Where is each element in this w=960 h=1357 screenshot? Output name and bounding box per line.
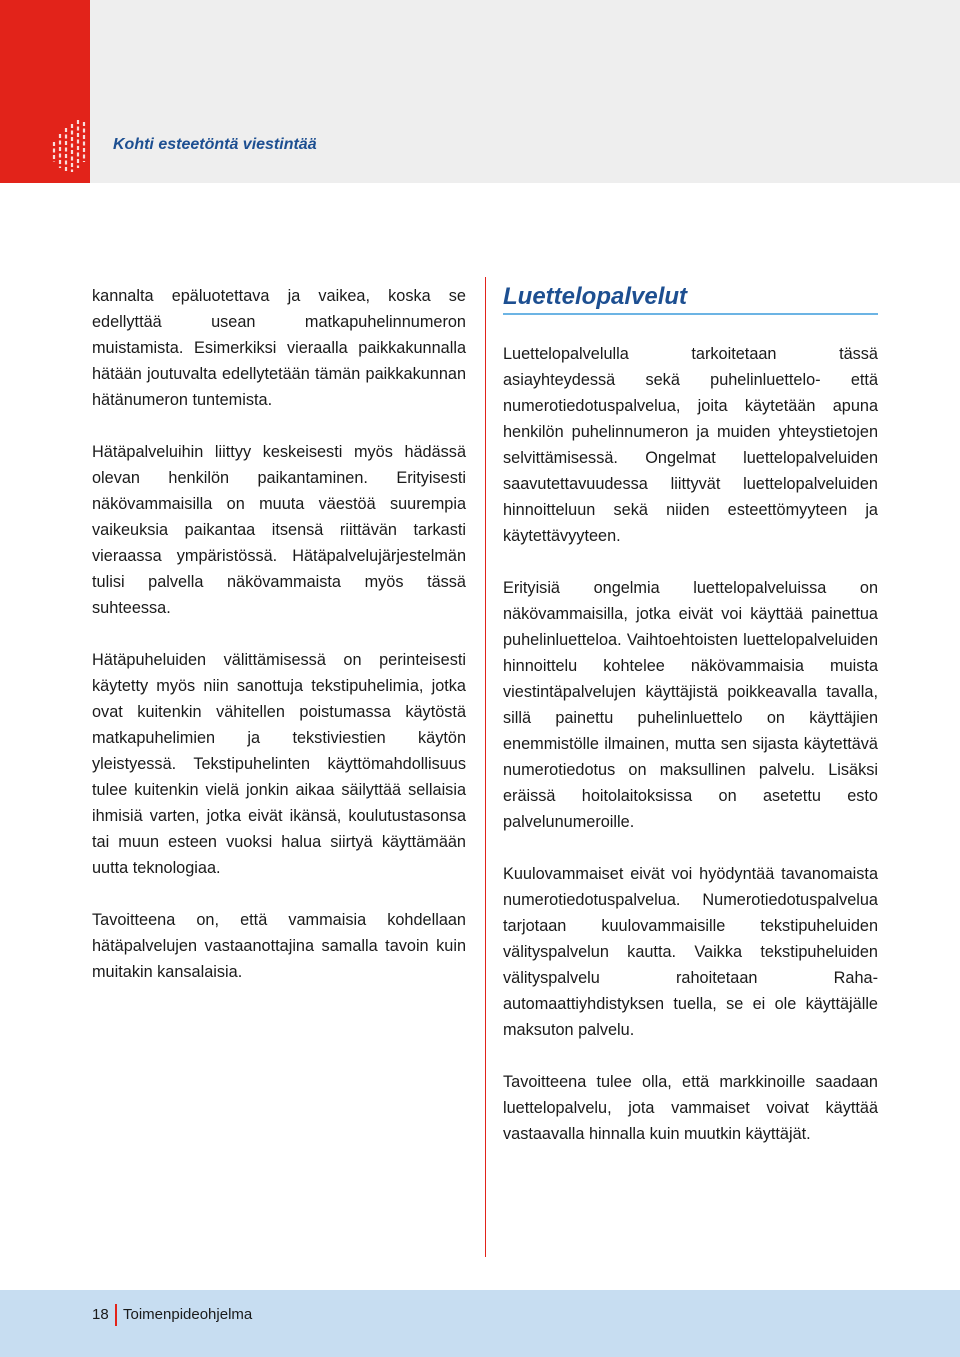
left-paragraph-4: Tavoitteena on, että vammaisia kohdellaan hätäpalvelujen vastaanottajina samalla tavoin kuin muitakin kansalaisia. <box>92 911 466 981</box>
right-paragraph-4: Tavoitteena tulee olla, että markkinoille saadaan luettelopalvelu, jota vammaiset voivat käyttää vastaavalla hinnalla kuin muutkin käyttäjät. <box>503 1073 878 1143</box>
page-number: 18 <box>92 1306 109 1323</box>
right-paragraph-1: Luettelopalvelulla tarkoitetaan tässä asiayhteydessä sekä puhelinluettelo- että numerotiedotuspalvelua, joita käytetään apuna henkilön puhelinnumeron ja muiden yhteystietojen selvittämisessä. Ongelmat luettelopalveluiden saavutettavuudessa liittyvät luettelopalveluiden hinnoitteluun sekä niiden esteettömyyteen ja käytettävyyteen. <box>503 345 878 545</box>
logo-icon <box>50 118 86 174</box>
left-paragraph-2: Hätäpalveluihin liittyy keskeisesti myös hädässä olevan henkilön paikantaminen. Erityisesti näkövammaisilla on muuta väestöä suurempia vaikeuksia paikantaa itsensä riittävän tarkasti vieraassa ympäristössä. Hätäpalvelujärjestelmän tulisi palvella näkövammaista myös tässä suhteessa. <box>92 443 466 617</box>
header-band <box>0 0 960 183</box>
column-divider <box>485 277 486 1257</box>
right-paragraph-2: Erityisiä ongelmia luettelopalveluissa on näkövammaisilla, jotka eivät voi käyttää painettua puhelinluetteloa. Vaihtoehtoisten luettelopalveluiden hinnoittelu kohtelee näkövammaisia muista viestintäpalvelujen käyttäjistä poikkeavalla tavalla, sillä painettu puhelinluettelo on käyttäjien enemmistölle ilmainen, mutta sen sijasta käytettävä numerotiedotus on maksullinen palvelu. Lisäksi eräissä hoitolaitoksissa on asetettu esto palvelunumeroille. <box>503 579 878 831</box>
header-title: Kohti esteetöntä viestintää <box>113 136 317 153</box>
brand-red-block <box>0 0 90 183</box>
left-paragraph-3: Hätäpuheluiden välittämisessä on perinteisesti käytetty myös niin sanottuja tekstipuhelimia, jotka ovat kuitenkin vähitellen poistumassa käytöstä matkapuhelimien ja tekstiviestien käytön yleistyessä. Tekstipuhelinten käyttömahdollisuus tulee kuitenkin vielä jonkin aikaa säilyttää sellaisia ihmisiä varten, jotka eivät ikänsä, koulutustasonsa tai muun esteen vuoksi halua siirtyä käyttämään uutta teknologiaa. <box>92 651 466 877</box>
right-paragraph-3: Kuulovammaiset eivät voi hyödyntää tavanomaista numerotiedotuspalvelua. Numerotiedotuspalvelua tarjotaan kuulovammaisille tekstipuheluiden välityspalvelun kautta. Vaikka tekstipuheluiden välityspalvelu rahoitetaan Raha-automaattiyhdistyksen tuella, se ei ole käyttäjälle maksuton palvelu. <box>503 865 878 1039</box>
footer-band <box>0 1290 960 1357</box>
right-column <box>503 283 878 1173</box>
left-column <box>92 283 466 1011</box>
left-paragraph-1: kannalta epäluotettava ja vaikea, koska se edellyttää usean matkapuhelinnumeron muistamista. Esimerkiksi vieraalla paikkakunnalla hätään joutuvalta edellytetään tämän paikkakunnan hätänumeron tuntemista. <box>92 287 466 409</box>
footer-label: Toimenpideohjelma <box>123 1306 253 1323</box>
section-heading-wrap <box>503 283 878 315</box>
footer-separator <box>115 1304 117 1326</box>
section-heading: Luettelopalvelut <box>503 283 878 315</box>
